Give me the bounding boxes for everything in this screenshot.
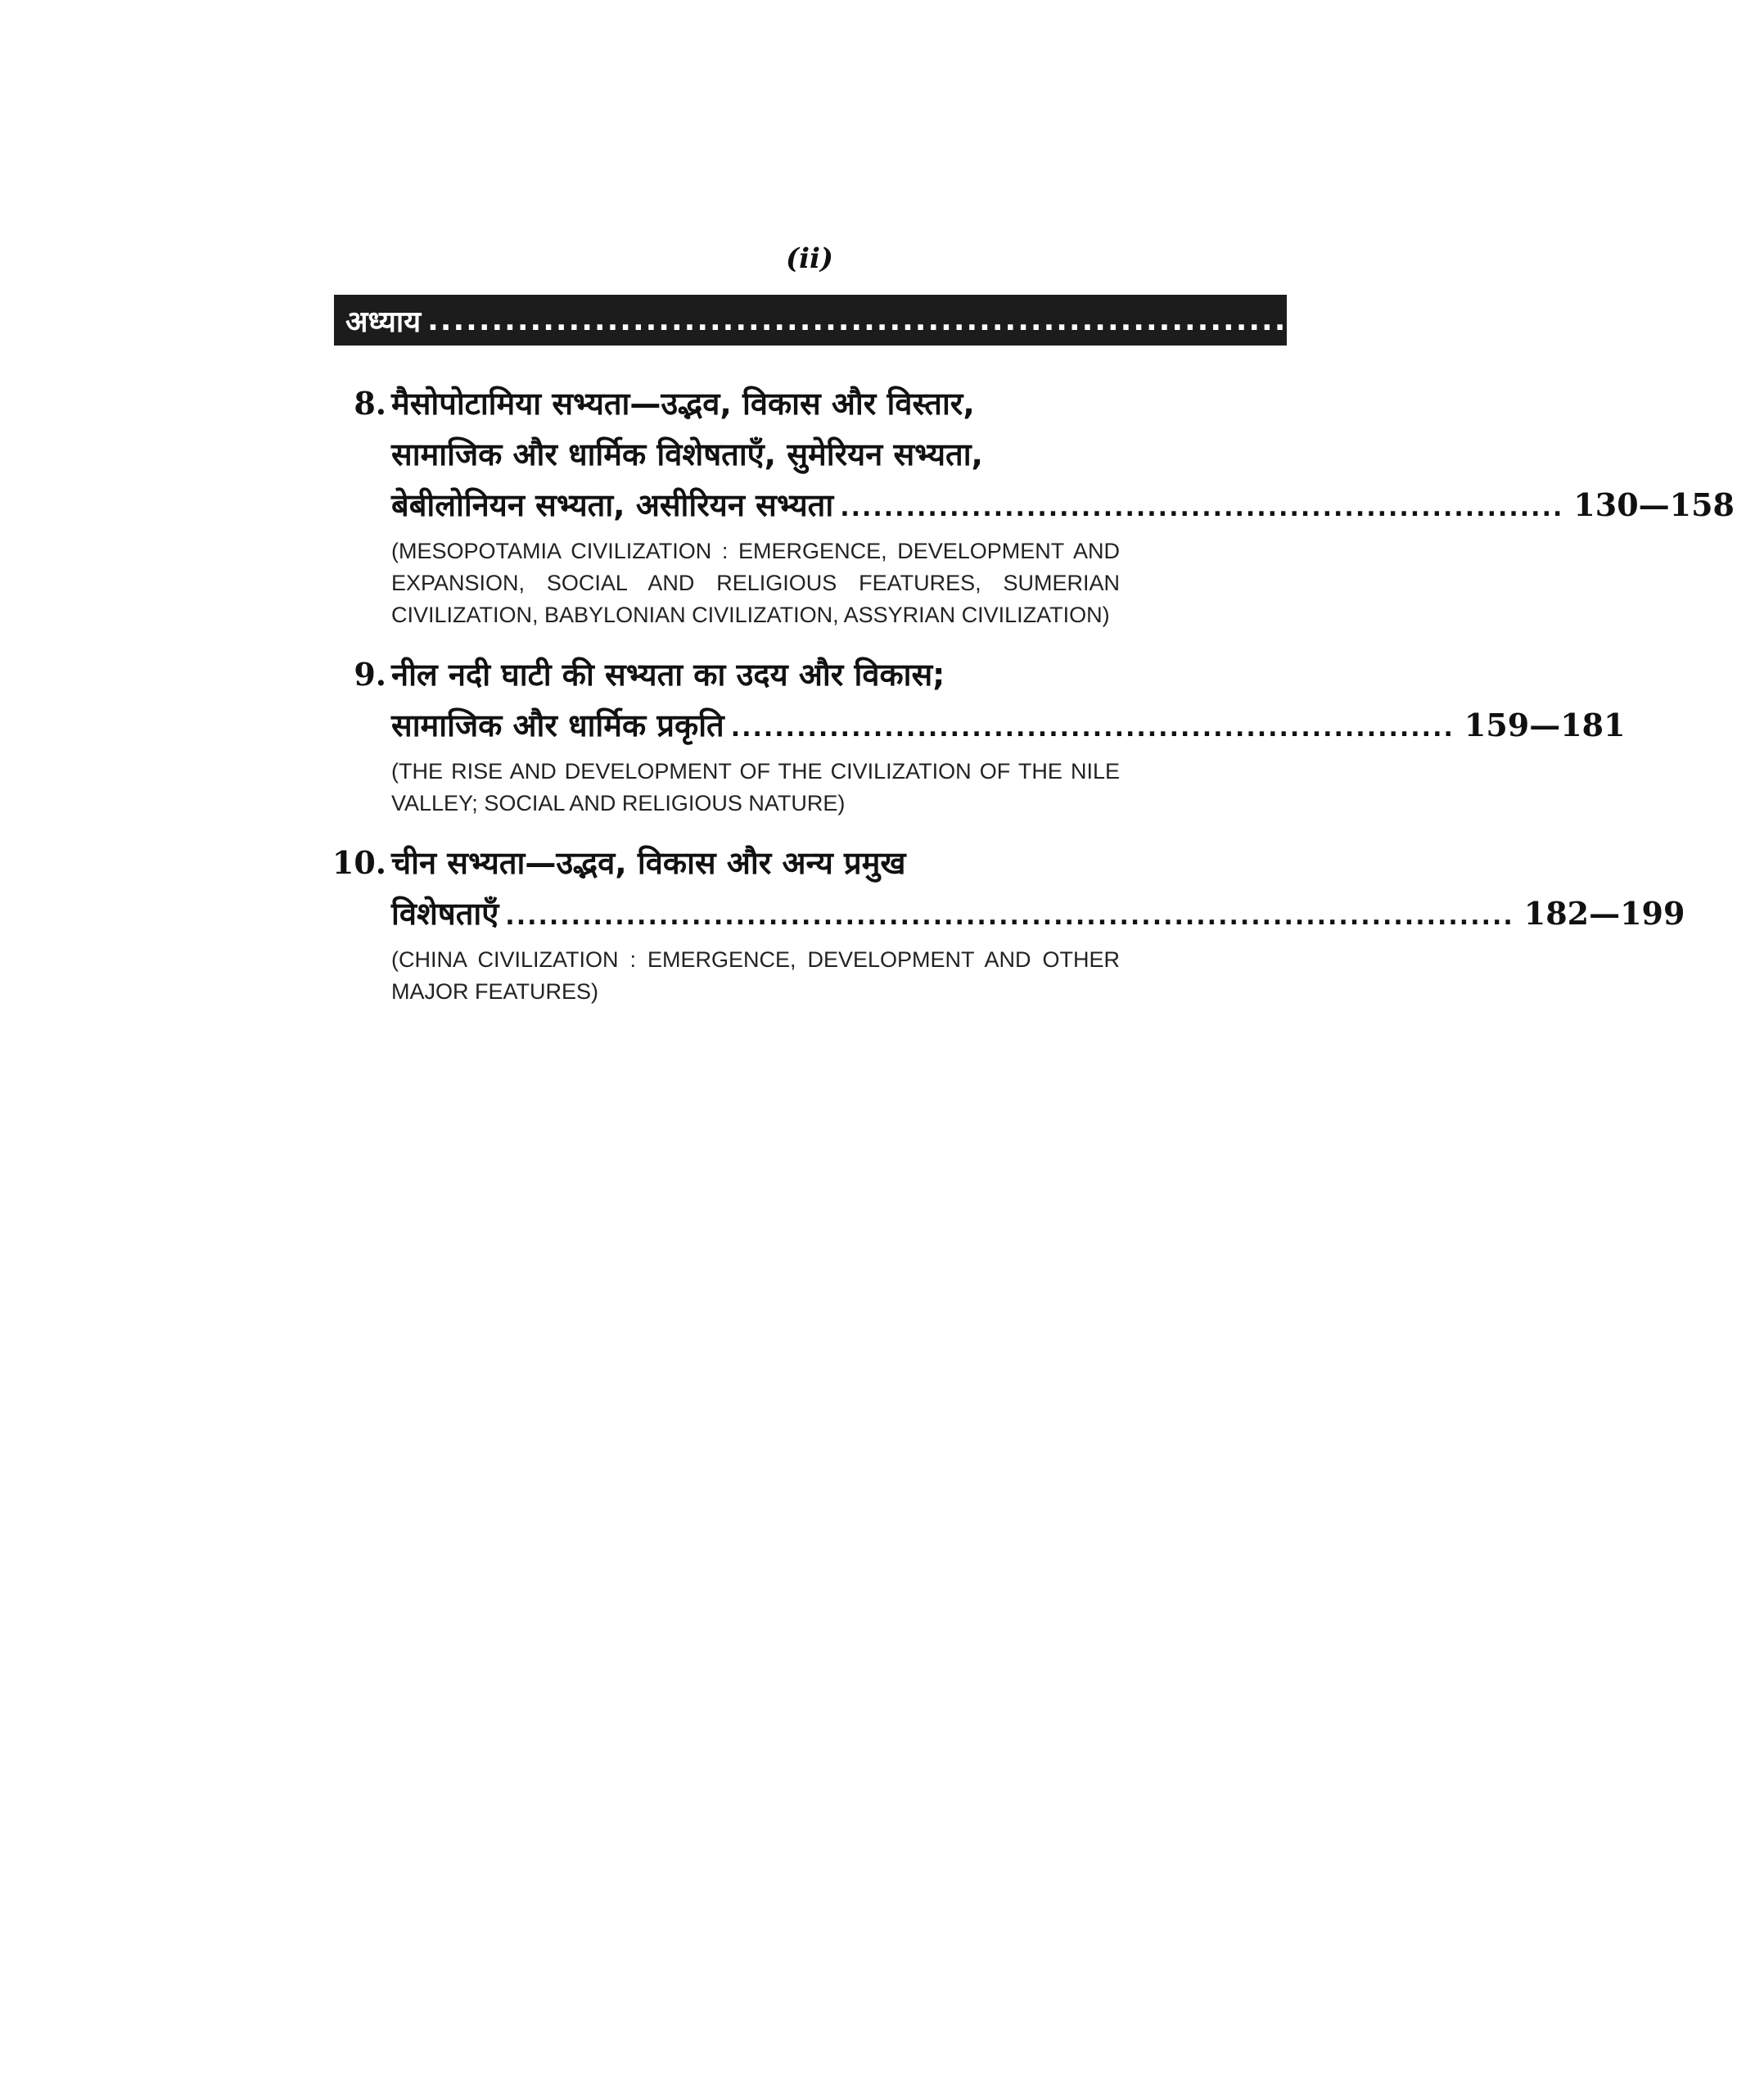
hindi-title-last-line (391, 700, 1626, 754)
chapter-number: 8. (354, 385, 386, 422)
hindi-title-line: चीन सभ्यता—उद्भव, विकास और अन्य प्रमुख (391, 845, 906, 881)
dot-leader: ............................................................................................ (505, 902, 1514, 931)
entry-body (391, 838, 1685, 1008)
toc-header-bar (334, 295, 1764, 346)
header-dot-leader: ............................................................................................... (427, 303, 1647, 337)
dot-leader: .................................................................. (840, 494, 1564, 522)
toc-entry-8[interactable] (327, 378, 1735, 631)
english-title: (MESOPOTAMIA CIVILIZATION : EMERGENCE, DEVELOPMENT AND EXPANSION, SOCIAL AND RELIGIOUS FEATURES, SUMERIAN CIVILIZATION, BABYLONIAN CIVILIZATION, ASSYRIAN CIVILIZATION) (391, 539, 1120, 627)
hindi-title-line: विशेषताएँ (391, 896, 499, 932)
english-title: (THE RISE AND DEVELOPMENT OF THE CIVILIZATION OF THE NILE VALLEY; SOCIAL AND RELIGIOUS NATURE) (391, 759, 1120, 815)
chapter-number: 9. (354, 656, 386, 693)
hindi-title-line: नील नदी घाटी की सभ्यता का उदय और विकास; (391, 657, 945, 693)
english-title: (CHINA CIVILIZATION : EMERGENCE, DEVELOPMENT AND OTHER MAJOR FEATURES) (391, 947, 1120, 1004)
entry-body (391, 649, 1626, 820)
chapter-number: 10. (332, 844, 386, 881)
hindi-title-line: सामाजिक और धार्मिक प्रकृति (391, 707, 724, 743)
hindi-title-last-line (391, 888, 1685, 942)
table-of-contents (327, 378, 1735, 1026)
page-range: 130—158 (1573, 486, 1735, 523)
hindi-title-line: मैसोपोटामिया सभ्यता—उद्भव, विकास और विस्तार, (391, 386, 975, 422)
hindi-title-last-line (391, 480, 1735, 534)
entry-body (391, 378, 1735, 631)
page-number: (ii) (785, 242, 833, 275)
toc-entry-10[interactable] (327, 838, 1685, 1008)
page-number-column-heading: पृष्ठ–संख्या (1653, 305, 1764, 339)
toc-entry-9[interactable] (327, 649, 1626, 820)
hindi-title-line: बेबीलोनियन सभ्यता, असीरियन सभ्यता (391, 487, 834, 523)
dot-leader: .................................................................. (730, 714, 1455, 743)
chapter-column-heading: अध्याय (345, 305, 422, 339)
page-range: 182—199 (1523, 895, 1685, 932)
hindi-title-line: सामाजिक और धार्मिक विशेषताएँ, सुमेरियन सभ्यता, (391, 436, 983, 472)
page-range: 159—181 (1464, 707, 1626, 743)
